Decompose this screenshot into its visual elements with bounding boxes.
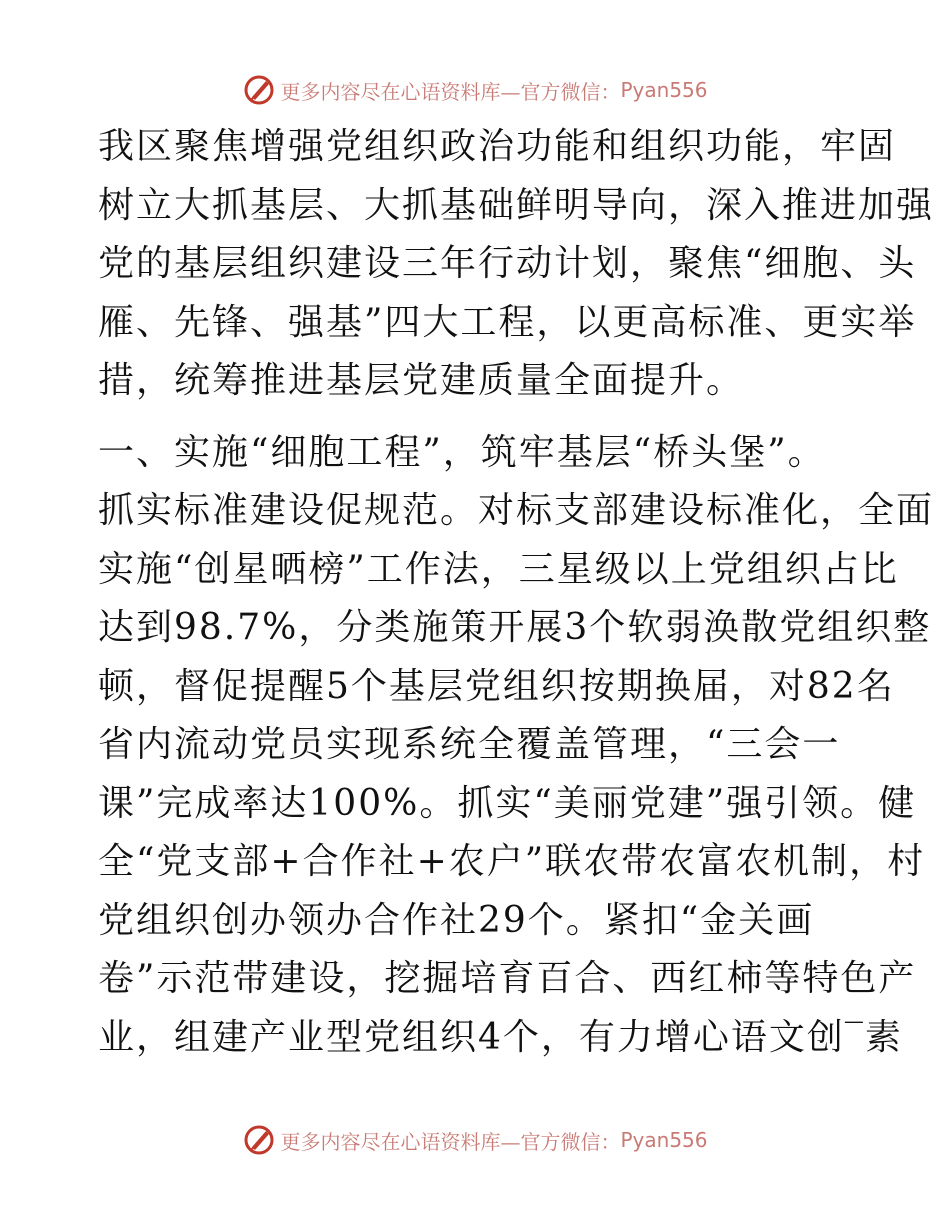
paragraph-gap <box>98 411 858 424</box>
text-line: 实施“创星晒榜”工作法，三星级以上党组织占比 <box>98 548 899 590</box>
text-line: 全“党支部+合作社+农户”联农带农富农机制，村 <box>98 841 926 882</box>
text-line: 卷”示范带建设，挖掘培育百合、西红柿等特色产 <box>98 958 917 999</box>
document-body <box>98 118 935 1067</box>
text-line: 党组织创办领办合作社29个。紧扣“金关画 <box>98 899 815 941</box>
text-line: 措，统筹推进基层党建质量全面提升。 <box>98 360 745 401</box>
text-line: 树立大抓基层、大抓基础鲜明导向，深入推进加强 <box>98 184 935 226</box>
quill-logo-icon <box>242 73 276 107</box>
header-watermark <box>0 70 950 110</box>
intro-paragraph <box>98 118 935 411</box>
footer-watermark <box>0 1120 950 1160</box>
section-one-paragraph <box>98 424 935 1068</box>
quill-logo-icon <box>242 1123 276 1157</box>
text-line: 达到98.7%，分类施策开展3个软弱涣散党组织整 <box>98 607 932 648</box>
text-line: 雁、先锋、强基”四大工程，以更高标准、更实举 <box>98 301 917 343</box>
text-line: 课”完成率达100%。抓实“美丽党建”强引领。健 <box>98 782 917 824</box>
text-line: 抓实标准建设促规范。对标支部建设标准化，全面 <box>98 490 935 531</box>
text-line: 省内流动党员实现系统全覆盖管理，“三会一 <box>98 724 841 765</box>
section-heading: 一、实施“细胞工程”，筑牢基层“桥头堡”。 <box>98 431 826 473</box>
text-line: 业，组建产业型党组织4个，有力增心语文创‾素 <box>98 1016 903 1058</box>
text-line: 党的基层组织建设三年行动计划，聚焦“细胞、头 <box>98 243 917 284</box>
watermark-wechat-id: Pyan556 <box>620 1128 708 1152</box>
watermark-text: 更多内容尽在心语资料库—官方微信： <box>280 79 621 104</box>
text-line: 顿，督促提醒5个基层党组织按期换届，对82名 <box>98 665 895 707</box>
watermark-wechat-id: Pyan556 <box>620 78 708 102</box>
text-line: 我区聚焦增强党组织政治功能和组织功能，牢固 <box>98 126 897 167</box>
watermark-text: 更多内容尽在心语资料库—官方微信： <box>280 1129 621 1154</box>
